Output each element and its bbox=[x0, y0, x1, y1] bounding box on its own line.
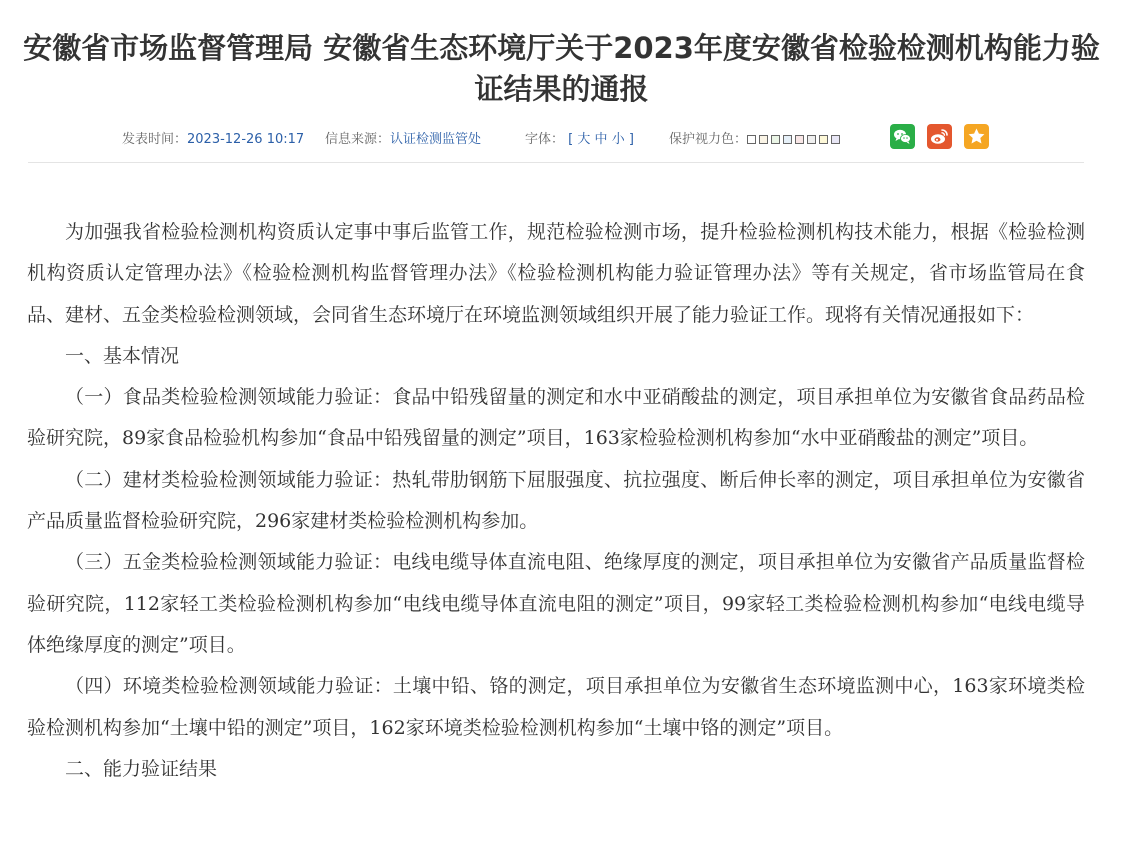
paragraph-environment: （四）环境类检验检测领域能力验证：土壤中铅、铬的测定，项目承担单位为安徽省生态环境监测中心，163家环境类检验检测机构参加“土壤中铅的测定”项目，162家环境类检验检测机构参加“土壤中铬的测定”项目。 bbox=[27, 675, 1085, 739]
eye-color-swatch[interactable] bbox=[783, 135, 792, 144]
paragraph-intro: 为加强我省检验检测机构资质认定事中事后监管工作，规范检验检测市场，提升检验检测机构技术能力，根据《检验检测机构资质认定管理办法》《检验检测机构监督管理办法》《检验检测机构能力验证管理办法》等有关规定，省市场监管局在食品、建材、五金类检验检测领域，会同省生态环境厅在环境监测领域组织开展了能力验证工作。现将有关情况通报如下： bbox=[27, 221, 1085, 326]
font-size-control bbox=[525, 128, 634, 147]
publish-date-value: 2023-12-26 10:17 bbox=[187, 132, 305, 147]
eye-protection-colors bbox=[669, 128, 843, 147]
publish-date-label: 发表时间： bbox=[122, 132, 188, 147]
title-divider bbox=[28, 162, 1084, 163]
font-size-label: 字体： bbox=[525, 132, 565, 147]
eye-color-swatch[interactable] bbox=[795, 135, 804, 144]
share-wechat-button[interactable] bbox=[890, 124, 915, 149]
paragraph-hardware: （三）五金类检验检测领域能力验证：电线电缆导体直流电阻、绝缘厚度的测定，项目承担单位为安徽省产品质量监督检验研究院，112家轻工类检验检测机构参加“电线电缆导体直流电阻的测定”项目，99家轻工类检验检测机构参加“电线电缆导体绝缘厚度的测定”项目。 bbox=[27, 551, 1085, 656]
eye-color-swatch[interactable] bbox=[759, 135, 768, 144]
star-icon bbox=[964, 124, 989, 149]
share-weibo-button[interactable] bbox=[927, 124, 952, 149]
article-meta-bar bbox=[28, 124, 1084, 150]
section-heading-results: 二、能力验证结果 bbox=[65, 757, 218, 780]
eye-color-swatch[interactable] bbox=[771, 135, 780, 144]
section-heading-basic-info: 一、基本情况 bbox=[65, 344, 180, 367]
font-bracket-close: ] bbox=[628, 132, 634, 147]
eye-color-swatch[interactable] bbox=[831, 135, 840, 144]
weibo-icon bbox=[927, 124, 952, 149]
favorite-button[interactable] bbox=[964, 124, 989, 149]
eye-color-swatch[interactable] bbox=[807, 135, 816, 144]
font-bracket-open: [ bbox=[568, 132, 574, 147]
paragraph-building-materials: （二）建材类检验检测领域能力验证：热轧带肋钢筋下屈服强度、抗拉强度、断后伸长率的测定，项目承担单位为安徽省产品质量监督检验研究院，296家建材类检验检测机构参加。 bbox=[27, 468, 1085, 533]
eye-color-swatches bbox=[747, 132, 843, 147]
font-size-large-button[interactable]: 大 bbox=[577, 132, 591, 147]
info-source bbox=[325, 128, 481, 147]
eye-protection-label: 保护视力色： bbox=[669, 132, 748, 147]
font-size-small-button[interactable]: 小 bbox=[611, 132, 625, 147]
publish-date bbox=[122, 128, 304, 147]
eye-color-swatch[interactable] bbox=[747, 135, 756, 144]
paragraph-food: （一）食品类检验检测领域能力验证：食品中铅残留量的测定和水中亚硝酸盐的测定，项目承担单位为安徽省食品药品检验研究院，89家食品检验机构参加“食品中铅残留量的测定”项目，163家检验检测机构参加“水中亚硝酸盐的测定”项目。 bbox=[27, 386, 1085, 450]
font-size-medium-button[interactable]: 中 bbox=[594, 132, 608, 147]
eye-color-swatch[interactable] bbox=[819, 135, 828, 144]
info-source-label: 信息来源： bbox=[325, 132, 391, 147]
article-body bbox=[27, 212, 1085, 790]
article-title: 安徽省市场监督管理局 安徽省生态环境厅关于2023年度安徽省检验检测机构能力验证结果的通报 bbox=[23, 31, 1100, 106]
info-source-link[interactable]: 认证检测监管处 bbox=[390, 132, 482, 147]
wechat-icon bbox=[890, 124, 915, 149]
